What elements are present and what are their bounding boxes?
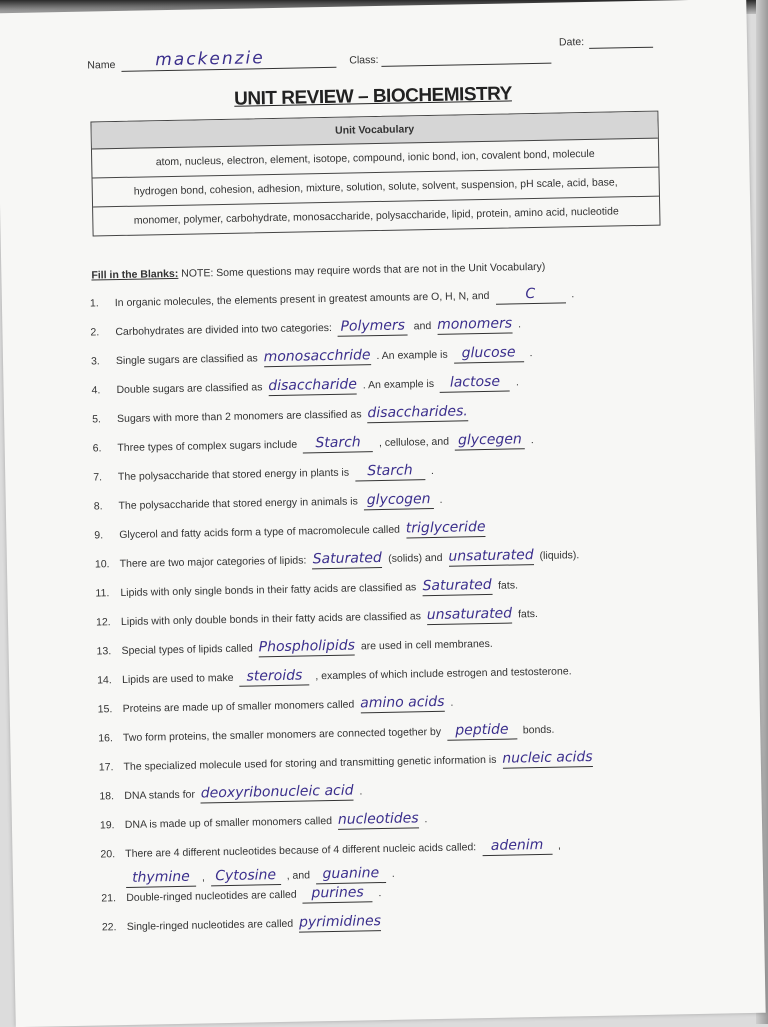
question-text: Double-ringed nucleotides are called <box>123 888 300 905</box>
question-text: In organic molecules, the elements present in greatest amounts are O, H, N, and <box>111 289 493 310</box>
handwritten-answer: thymine <box>126 868 196 888</box>
question-text: . <box>356 785 363 798</box>
fill-in-note: NOTE: Some questions may require words that are not in the Unit Vocabulary) <box>181 260 546 280</box>
handwritten-answer: nucleotides <box>337 810 419 828</box>
fill-in-heading: Fill in the Blanks: <box>91 267 179 282</box>
question-text: The polysaccharide that stored energy in animals is <box>115 495 361 513</box>
worksheet-header <box>0 33 747 77</box>
handwritten-answer: glucose <box>453 343 523 363</box>
handwritten-answer: monomers <box>436 315 513 333</box>
question-text: . <box>527 434 534 447</box>
handwritten-answer: steroids <box>239 666 309 686</box>
question-number: 15. <box>97 703 113 716</box>
handwritten-answer: Saturated <box>312 549 382 569</box>
question-text: There are two major categories of lipids: <box>116 554 310 571</box>
question-text: . <box>514 318 522 331</box>
question-text: Lipids with only single bonds in their fatty acids are classified as <box>117 581 420 600</box>
handwritten-answer: disaccharide <box>268 376 358 395</box>
question-text: DNA stands for <box>121 788 198 803</box>
question-text: . <box>447 696 454 709</box>
question-text: Glycerol and fatty acids form a type of macromolecule called <box>116 523 403 542</box>
question-number: 3. <box>90 355 100 368</box>
question-text: . <box>421 813 428 826</box>
question-text: . An example is <box>359 377 438 392</box>
handwritten-answer: C <box>495 284 565 304</box>
question-text: Proteins are made up of smaller monomers called <box>119 698 358 716</box>
question-text: bonds. <box>519 723 555 737</box>
question-number: 5. <box>92 413 102 426</box>
question-text: . <box>512 376 519 389</box>
question-text: The polysaccharide that stored energy in plants is <box>115 466 353 484</box>
name-label: Name <box>87 59 116 72</box>
question-text: , and <box>283 869 314 882</box>
question-text: (liquids). <box>536 549 580 563</box>
question-text: fats. <box>495 579 519 592</box>
question-text: , <box>198 871 208 884</box>
question-number: 9. <box>94 529 104 542</box>
question-text: The specialized molecule used for storing and transmitting genetic information is <box>120 753 500 774</box>
question-text: Three types of complex sugars include <box>114 438 301 455</box>
question-text: . <box>568 288 575 301</box>
vocabulary-row: monomer, polymer, carbohydrate, monosaccharide, polysaccharide, lipid, protein, amino acid, nucleotide <box>133 205 619 227</box>
question-number: 20. <box>100 848 116 861</box>
question-number: 18. <box>99 790 115 803</box>
handwritten-answer: glycogen <box>364 490 434 510</box>
question-text: are used in cell membranes. <box>357 637 493 653</box>
question-text: . An example is <box>373 348 451 363</box>
date-label: Date: <box>558 36 585 49</box>
handwritten-answer: unsaturated <box>448 547 534 565</box>
handwritten-answer: adenim <box>482 836 552 856</box>
question-text: . <box>436 493 443 506</box>
handwritten-answer: monosacchride <box>263 347 371 366</box>
question-number: 16. <box>98 732 113 745</box>
handwritten-answer: nucleic acids <box>502 748 593 767</box>
handwritten-answer: Polymers <box>338 316 408 336</box>
question-text: Two form proteins, the smaller monomers are connected together by <box>120 725 445 745</box>
handwritten-answer: lactose <box>440 373 510 393</box>
question-text: and <box>410 319 435 333</box>
handwritten-answer: pyrimidines <box>298 913 382 931</box>
handwritten-answer: disaccharides. <box>367 403 468 422</box>
question-text: DNA is made up of smaller monomers called <box>121 814 336 832</box>
handwritten-answer: unsaturated <box>426 605 513 624</box>
fill-in-instructions <box>91 258 671 281</box>
question-text: . <box>427 464 434 478</box>
question-number: 8. <box>93 500 103 513</box>
question-text: Lipids are used to make <box>119 671 237 687</box>
page-title: UNIT REVIEW – BIOCHEMISTRY <box>234 83 513 110</box>
question-number: 2. <box>90 326 100 339</box>
question-text: , examples of which include estrogen and testosterone. <box>312 665 572 683</box>
question-text: Single sugars are classified as <box>112 352 261 368</box>
question-text: There are 4 different nucleotides because of 4 different nucleic acids called: <box>122 841 480 861</box>
question-text: Special types of lipids called <box>118 642 256 658</box>
handwritten-answer: guanine <box>316 864 386 884</box>
question-text: fats. <box>515 608 539 621</box>
handwritten-answer: peptide <box>447 720 517 740</box>
vocabulary-row: atom, nucleus, electron, element, isotope, compound, ionic bond, ion, covalent bond, molecule <box>92 139 658 179</box>
question-text: Single-ringed nucleotides are called <box>123 917 297 934</box>
question-number: 4. <box>91 384 101 397</box>
handwritten-answer: glycegen <box>455 430 525 450</box>
vocabulary-heading: Unit Vocabulary <box>91 112 657 150</box>
question-number: 14. <box>97 674 112 687</box>
handwritten-answer: Saturated <box>422 576 492 596</box>
question-text: Carbohydrates are divided into two categories: <box>112 321 335 339</box>
question-number: 13. <box>96 645 112 658</box>
name-value: mackenzie <box>155 48 265 71</box>
handwritten-answer: triglyceride <box>405 518 486 537</box>
question-text: . <box>526 347 533 360</box>
question-number: 21. <box>101 892 117 905</box>
question-list <box>90 278 692 942</box>
question-text: , <box>554 839 562 852</box>
question-text: , cellulose, and <box>375 435 453 450</box>
handwritten-answer: Phospholipids <box>258 637 356 656</box>
question-text: Sugars with more than 2 monomers are classified as <box>114 408 365 426</box>
question-text: (solids) and <box>385 551 446 565</box>
question-text: . <box>388 867 395 880</box>
question-number: 12. <box>95 616 111 629</box>
question-number: 19. <box>99 819 115 832</box>
handwritten-answer: Starch <box>355 461 425 481</box>
question-number: 7. <box>93 471 103 484</box>
question-number: 17. <box>98 761 114 774</box>
question-text: . <box>375 887 382 900</box>
question-number: 22. <box>101 921 117 934</box>
question-number: 10. <box>94 558 110 571</box>
vocabulary-table <box>90 111 660 237</box>
handwritten-answer: Starch <box>303 433 373 453</box>
question-text: Lipids with only double bonds in their fatty acids are classified as <box>117 610 424 629</box>
handwritten-answer: Cytosine <box>211 866 281 886</box>
question-number: 1. <box>89 297 99 310</box>
class-line <box>381 47 551 67</box>
vocabulary-row: hydrogen bond, cohesion, adhesion, mixture, solution, solute, solvent, suspension, pH scale, acid, base, <box>93 168 659 208</box>
question-number: 6. <box>92 442 102 455</box>
handwritten-answer: purines <box>302 883 372 903</box>
date-line <box>589 33 653 49</box>
question-text: Double sugars are classified as <box>113 381 266 397</box>
class-label: Class: <box>349 53 379 67</box>
handwritten-answer: deoxyribonucleic acid <box>200 782 354 802</box>
question-number: 11. <box>95 587 110 600</box>
handwritten-answer: amino acids <box>360 693 445 712</box>
